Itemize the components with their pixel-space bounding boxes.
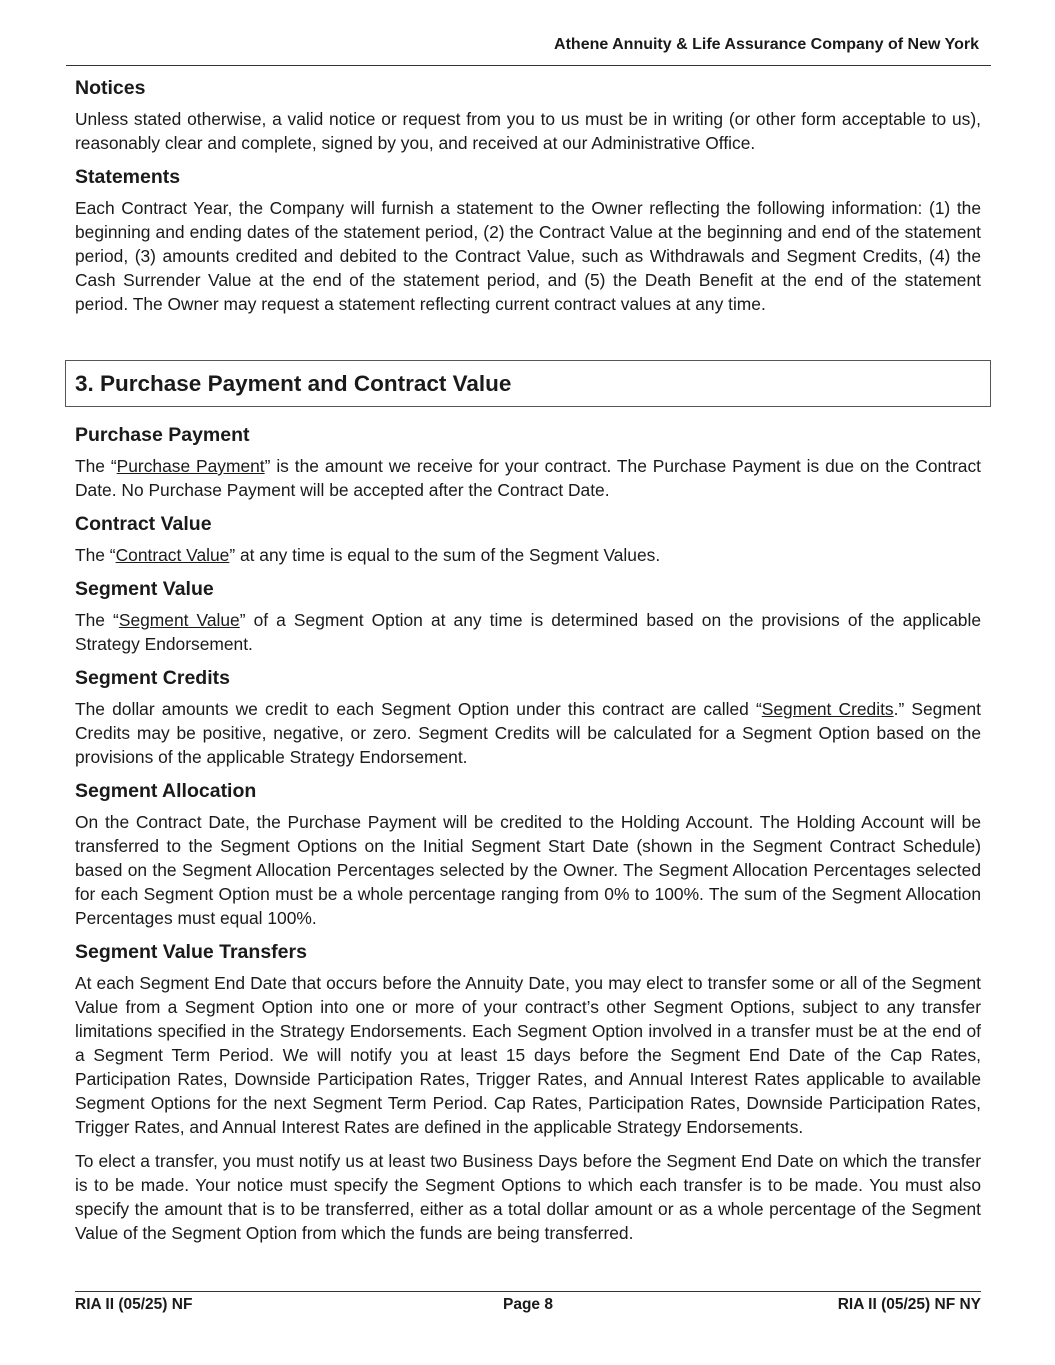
statements-text: Each Contract Year, the Company will furnish a statement to the Owner reflecting the following information: (1) the beginning and ending dates of the statement period, (2) the Contract Value at the beginning and end of the statement period, (3) amounts credited and debited to the Contract Value, such as Withdrawals and Segment Credits, (4) the Cash Surrender Value at the end of the statement period, and (5) the Death Benefit at the end of the statement period. The Owner may request a statement reflecting current contract values at any time. [75,198,981,314]
segment-value-heading: Segment Value [75,578,214,600]
purchase-payment-text [75,454,981,502]
text-fragment: ” of a Segment Option at any time is determined based on the provisions of the applicable Strategy Endorsement. [75,610,981,654]
segment-value-text [75,608,981,656]
page-number: Page 8 [503,1296,553,1313]
notices-heading: Notices [75,77,146,99]
segment-credits-heading: Segment Credits [75,667,230,689]
defined-term: Segment Credits [761,699,894,719]
segment-allocation-text: On the Contract Date, the Purchase Payment will be credited to the Holding Account. The Holding Account will be transferred to the Segment Options on the Initial Segment Start Date (shown in the Segment Contract Schedule) based on the Segment Allocation Percentages selected by the Owner. The Segment Allocation Percentages selected for each Segment Option must be a whole percentage ranging from 0% to 100%. The sum of the Segment Allocation Percentages must equal 100%. [75,812,981,928]
text-fragment: The “ [75,545,116,565]
segment-credits-text [75,697,981,769]
footer-form-number-ny: RIA II (05/25) NF NY [837,1296,981,1313]
footer-form-number: RIA II (05/25) NF [75,1296,193,1313]
segment-value-transfers-heading: Segment Value Transfers [75,941,307,963]
text-fragment: ” at any time is equal to the sum of the Segment Values. [229,545,661,565]
company-name: Athene Annuity & Life Assurance Company of New York [554,36,979,53]
contract-value-heading: Contract Value [75,513,212,535]
top-content [75,76,981,326]
text-fragment: .” Segment Credits may be positive, negative, or zero. Segment Credits will be calculated for a Segment Option based on the provisions of the applicable Strategy Endorsement. [75,699,981,767]
defined-term: Segment Value [118,610,240,630]
segment-allocation-heading: Segment Allocation [75,780,257,802]
statements-heading: Statements [75,166,181,188]
text-fragment: The dollar amounts we credit to each Segment Option under this contract are called “ [75,699,762,719]
purchase-payment-heading: Purchase Payment [75,424,250,446]
notices-text: Unless stated otherwise, a valid notice or request from you to us must be in writing (or other form acceptable to us), reasonably clear and complete, signed by you, and received at our Administrative Office. [75,109,981,153]
section-title: 3. Purchase Payment and Contract Value [75,371,512,396]
section-header-box [65,360,991,407]
defined-term: Purchase Payment [116,456,265,476]
section-content [75,423,981,1255]
contract-value-text [75,543,981,567]
page-footer [75,1291,981,1315]
segment-value-transfers-text-2: To elect a transfer, you must notify us at least two Business Days before the Segment End Date on which the transfer is to be made. Your notice must specify the Segment Options to which each transfer is to be made. You must also specify the amount that is to be transferred, either as a total dollar amount or as a whole percentage of the Segment Value of the Segment Option from which the funds are being transferred. [75,1151,981,1243]
defined-term: Contract Value [115,545,230,565]
text-fragment: The “ [75,456,117,476]
page-header [66,34,991,66]
segment-value-transfers-text-1: At each Segment End Date that occurs before the Annuity Date, you may elect to transfer some or all of the Segment Value from a Segment Option into one or more of your contract’s other Segment Options, subject to any transfer limitations specified in the Strategy Endorsements. Each Segment Option involved in a transfer must be at the end of a Segment Term Period. We will notify you at least 15 days before the Segment End Date of the Cap Rates, Participation Rates, Downside Participation Rates, Trigger Rates, and Annual Interest Rates applicable to available Segment Options for the next Segment Term Period. Cap Rates, Participation Rates, Downside Participation Rates, Trigger Rates, and Annual Interest Rates are defined in the applicable Strategy Endorsements. [75,973,981,1137]
text-fragment: ” is the amount we receive for your contract. The Purchase Payment is due on the Contract Date. No Purchase Payment will be accepted after the Contract Date. [75,456,982,500]
text-fragment: The “ [75,610,119,630]
